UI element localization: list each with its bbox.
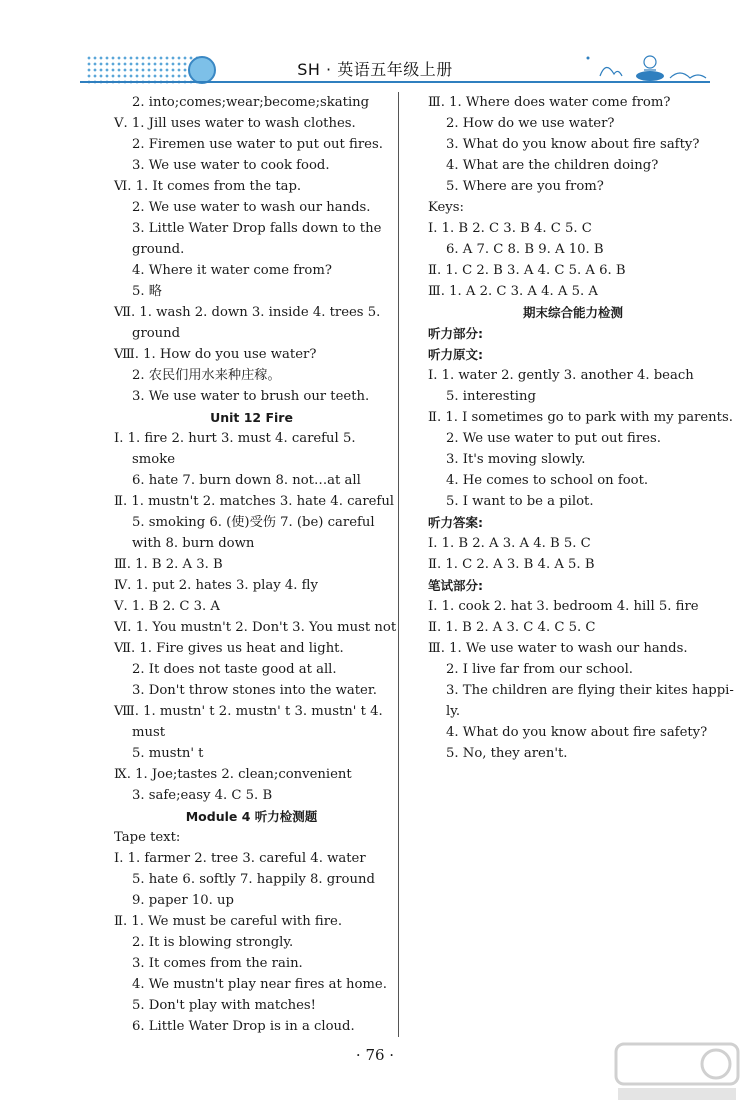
- answer-line: 2. It is blowing strongly.: [132, 935, 294, 950]
- answer-line: Ⅵ. 1. You mustn't 2. Don't 3. You must not: [114, 620, 397, 635]
- answer-line: must: [132, 725, 166, 740]
- answer-line: Ⅱ. 1. I sometimes go to park with my parents.: [428, 410, 733, 425]
- answer-line: Ⅰ. 1. B 2. A 3. A 4. B 5. C: [428, 536, 591, 551]
- answer-line: 3. The children are flying their kites happi-: [446, 683, 734, 698]
- section-subheading: 听力部分:: [428, 326, 483, 341]
- answer-line: Ⅰ. 1. cook 2. hat 3. bedroom 4. hill 5. fire: [428, 599, 699, 614]
- answer-line: Ⅱ. 1. B 2. A 3. C 4. C 5. C: [428, 620, 596, 635]
- answer-line: Ⅲ. 1. Where does water come from?: [428, 95, 671, 110]
- answer-line: Ⅲ. 1. A 2. C 3. A 4. A 5. A: [428, 284, 598, 299]
- answer-line: 5. Where are you from?: [446, 179, 604, 194]
- watermark-logo-icon: [612, 1040, 742, 1104]
- answer-line: with 8. burn down: [132, 536, 255, 551]
- section-heading: 期末综合能力检测: [522, 305, 623, 320]
- answer-line: Ⅰ. 1. water 2. gently 3. another 4. beach: [428, 368, 694, 383]
- answer-line: 6. Little Water Drop is in a cloud.: [132, 1019, 355, 1034]
- page-number: · 76 ·: [355, 1046, 395, 1064]
- section-heading: Unit 12 Fire: [210, 410, 293, 425]
- answer-line: 2. We use water to put out fires.: [446, 431, 661, 446]
- answer-line: 3. We use water to brush our teeth.: [132, 389, 370, 404]
- answer-line: Ⅰ. 1. farmer 2. tree 3. careful 4. water: [114, 851, 366, 866]
- answer-line: ly.: [446, 704, 461, 719]
- answer-line: Ⅷ. 1. mustn' t 2. mustn' t 3. mustn' t 4.: [114, 704, 383, 719]
- answer-line: 5. mustn' t: [132, 746, 204, 761]
- answer-line: 4. What are the children doing?: [446, 158, 659, 173]
- answer-line: Ⅲ. 1. We use water to wash our hands.: [428, 641, 688, 656]
- answer-line: Ⅸ. 1. Joe;tastes 2. clean;convenient: [114, 767, 352, 782]
- answer-line: 4. We mustn't play near fires at home.: [132, 977, 387, 992]
- answer-line: 2. into;comes;wear;become;skating: [132, 95, 370, 110]
- answer-line: Ⅱ. 1. We must be careful with fire.: [114, 914, 343, 929]
- section-subheading: 听力原文:: [428, 347, 483, 362]
- answer-line: Ⅴ. 1. Jill uses water to wash clothes.: [114, 116, 356, 131]
- answer-line: 2. We use water to wash our hands.: [132, 200, 371, 215]
- answer-line: 2. Firemen use water to put out fires.: [132, 137, 383, 152]
- answer-line: 3. Little Water Drop falls down to the: [132, 221, 382, 236]
- answer-line: 5. No, they aren't.: [446, 746, 568, 761]
- answer-line: 5. smoking 6. (使)受伤 7. (be) careful: [132, 515, 375, 530]
- answer-line: smoke: [132, 452, 176, 467]
- answer-line: Ⅶ. 1. wash 2. down 3. inside 4. trees 5.: [114, 305, 381, 320]
- answer-line: 2. 农民们用水来种庄稼。: [132, 368, 281, 383]
- header-illustration-icon: [570, 48, 720, 82]
- answer-line: 2. I live far from our school.: [446, 662, 633, 677]
- section-subheading: 笔试部分:: [428, 578, 483, 593]
- answer-line: Ⅷ. 1. How do you use water?: [114, 347, 317, 362]
- answer-line: 3. Don't throw stones into the water.: [132, 683, 377, 698]
- left-answer-column: [114, 92, 397, 1037]
- answer-line: 9. paper 10. up: [132, 893, 234, 908]
- answer-line: Ⅱ. 1. C 2. B 3. A 4. C 5. A 6. B: [428, 263, 626, 278]
- answer-line: 3. What do you know about fire safty?: [446, 137, 700, 152]
- section-heading: Module 4 听力检测题: [185, 809, 318, 824]
- answer-line: 6. A 7. C 8. B 9. A 10. B: [446, 242, 604, 257]
- answer-line: Tape text:: [114, 830, 181, 845]
- answer-line: Ⅰ. 1. fire 2. hurt 3. must 4. careful 5.: [114, 431, 356, 446]
- answer-line: Ⅲ. 1. B 2. A 3. B: [114, 557, 223, 572]
- page-header: [0, 0, 750, 90]
- answer-line: 4. What do you know about fire safety?: [446, 725, 708, 740]
- answer-line: Ⅱ. 1. mustn't 2. matches 3. hate 4. careful: [114, 494, 395, 509]
- answer-line: 4. He comes to school on foot.: [446, 473, 649, 488]
- answer-line: 3. It comes from the rain.: [132, 956, 303, 971]
- answer-line: Ⅱ. 1. C 2. A 3. B 4. A 5. B: [428, 557, 595, 572]
- answer-line: Ⅴ. 1. B 2. C 3. A: [114, 599, 220, 614]
- header-title: SH · 英语五年级上册: [297, 60, 453, 79]
- answer-line: Ⅰ. 1. B 2. C 3. B 4. C 5. C: [428, 221, 592, 236]
- answer-line: 5. Don't play with matches!: [132, 998, 316, 1013]
- answer-line: 5. 略: [132, 284, 162, 299]
- answer-line: ground: [132, 326, 181, 341]
- answer-line: Keys:: [428, 200, 464, 215]
- answer-line: 2. It does not taste good at all.: [132, 662, 337, 677]
- header-rule: [80, 81, 710, 83]
- answer-line: 3. safe;easy 4. C 5. B: [132, 788, 273, 803]
- answer-line: 6. hate 7. burn down 8. not…at all: [132, 473, 361, 488]
- answer-line: 2. How do we use water?: [446, 116, 615, 131]
- answer-line: Ⅵ. 1. It comes from the tap.: [114, 179, 302, 194]
- answer-line: Ⅶ. 1. Fire gives us heat and light.: [114, 641, 344, 656]
- section-subheading: 听力答案:: [428, 515, 483, 530]
- answer-line: 3. It's moving slowly.: [446, 452, 586, 467]
- answer-line: 5. I want to be a pilot.: [446, 494, 594, 509]
- answer-line: 5. interesting: [446, 389, 536, 404]
- column-divider: [398, 92, 399, 1037]
- right-answer-column: [428, 92, 734, 764]
- answer-line: 4. Where it water come from?: [132, 263, 332, 278]
- answer-line: Ⅳ. 1. put 2. hates 3. play 4. fly: [114, 578, 318, 593]
- answer-line: 5. hate 6. softly 7. happily 8. ground: [132, 872, 375, 887]
- answer-line: 3. We use water to cook food.: [132, 158, 330, 173]
- answer-line: ground.: [132, 242, 185, 257]
